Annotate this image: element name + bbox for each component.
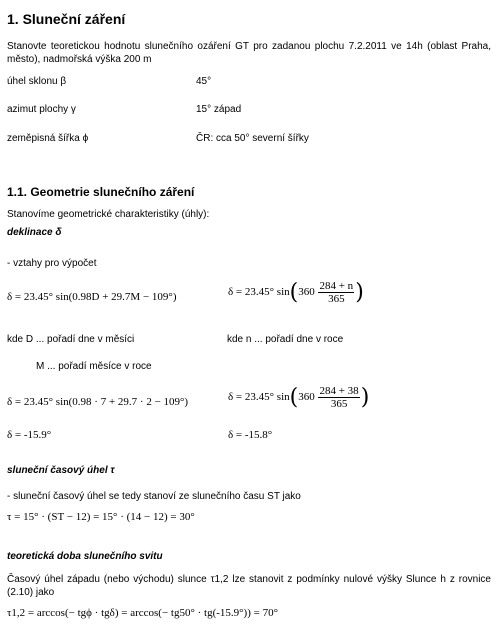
hour-angle-text: - sluneční časový úhel se tedy stanoví ze slunečního času ST jako bbox=[7, 491, 301, 502]
sunshine-text: Časový úhel západu (nebo východu) slunce τ1,2 lze stanovit z podmínky nulové výšky Slunce h z rovnice (2.10) jako bbox=[7, 574, 491, 598]
sunshine-formula: τ1,2 = arccos(− tgϕ · tgδ) = arccos(− tg50° · tg(-15.9°)) = 70° bbox=[7, 607, 278, 619]
intro-paragraph: Stanovte teoretickou hodnotu slunečního ozáření GT pro zadanou plochu 7.2.2011 ve 14h (oblast Praha, město), nadmořská výška 200 m bbox=[7, 41, 491, 65]
hour-angle-formula: τ = 15° · (ST − 12) = 15° · (14 − 12) = 30° bbox=[7, 511, 195, 523]
section-title: 1. Sluneční záření bbox=[7, 11, 126, 27]
param-label-tilt: úhel sklonu β bbox=[7, 76, 67, 87]
formula-bullet: - vztahy pro výpočet bbox=[7, 258, 97, 269]
declination-formula-alternative: δ = 23.45° sin(360 $\frac{284 + n}{365}$ ) bbox=[228, 280, 364, 305]
param-value-latitude: ČR: cca 50° severní šířky bbox=[196, 133, 309, 144]
hour-angle-heading: sluneční časový úhel τ bbox=[7, 465, 115, 476]
subsection-title: 1.1. Geometrie slunečního záření bbox=[7, 185, 195, 199]
declination-formula-general: δ = 23.45° sin(0.98D + 29.7M − 109°) bbox=[7, 291, 177, 303]
declination-calc-general: δ = 23.45° sin(0.98 · 7 + 29.7 · 2 − 109°) bbox=[7, 396, 189, 408]
declination-result-general: δ = -15.9° bbox=[7, 429, 52, 441]
where-day-of-month: kde D ... pořadí dne v měsíci bbox=[7, 334, 135, 345]
param-value-tilt: 45° bbox=[196, 76, 212, 87]
sunshine-heading: teoretická doba slunečního svitu bbox=[7, 551, 163, 562]
param-value-azimuth: 15° západ bbox=[196, 104, 242, 115]
where-month: M ... pořadí měsíce v roce bbox=[36, 361, 152, 372]
subsection-intro: Stanovíme geometrické charakteristiky (úhly): bbox=[7, 209, 210, 220]
param-label-azimuth: azimut plochy γ bbox=[7, 104, 76, 115]
where-day-of-year: kde n ... pořadí dne v roce bbox=[227, 334, 344, 345]
param-label-latitude: zeměpisná šířka ϕ bbox=[7, 133, 89, 144]
declination-heading: deklinace δ bbox=[7, 227, 62, 238]
declination-calc-alternative: δ = 23.45° sin(360 $\frac{284 + 38}{365}$ ) bbox=[228, 385, 370, 410]
declination-result-alternative: δ = -15.8° bbox=[228, 429, 273, 441]
